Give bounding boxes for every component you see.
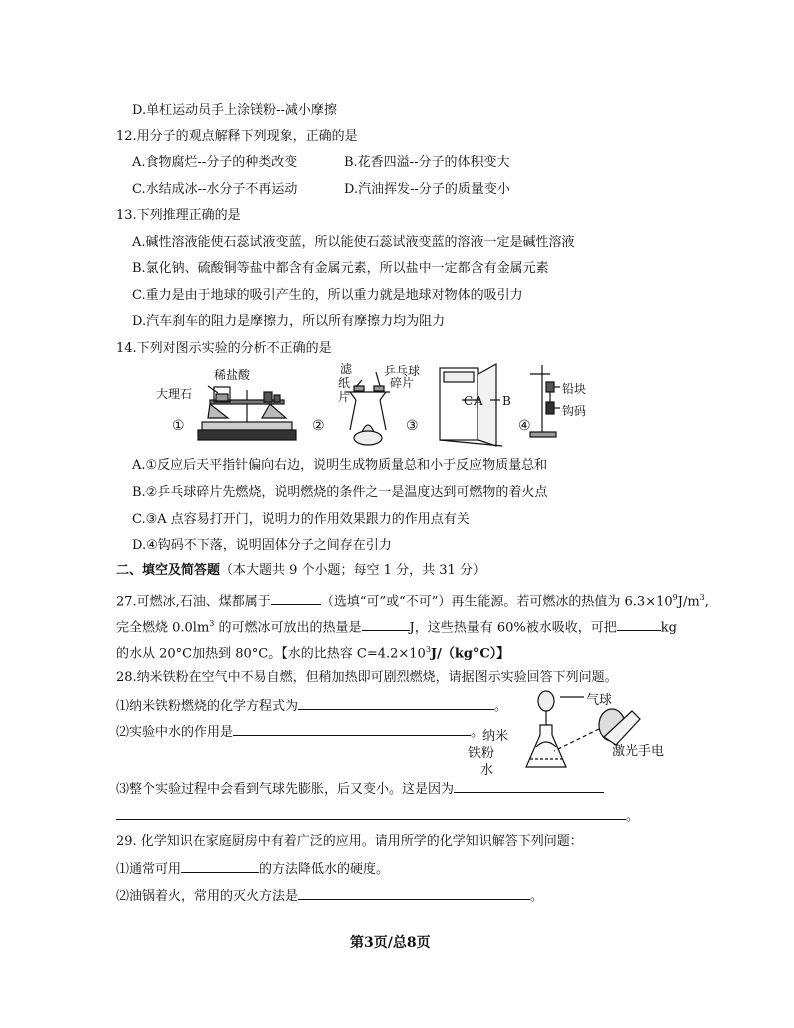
q28-figure: [468, 685, 674, 780]
q28-part-3-cont: [116, 807, 639, 825]
section2-heading: [116, 563, 486, 579]
q28-part-2: [116, 723, 484, 741]
q12-option-b: B.花香四溢--分子的体积变大: [344, 155, 510, 170]
q13-option-c: C.重力是由于地球的吸引产生的，所以重力就是地球对物体的吸引力: [132, 288, 523, 303]
q13-stem: 13.下列推理正确的是: [116, 208, 241, 223]
q27-text-1d: ,: [704, 594, 709, 610]
q14-option-c: C.③A 点容易打开门，说明力的作用效果跟力的作用点有关: [132, 512, 470, 527]
q27-text-2a: 完全燃烧 0.0lm: [116, 620, 210, 636]
q27-text-1b: （选填“可”或“不可”）再生能源。若可燃冰的热值为 6.3×10: [320, 594, 673, 610]
lead-label: 铅块: [562, 382, 587, 396]
q14-figure-label-2: ②: [312, 418, 325, 434]
q29-text-2-end: 。: [530, 889, 544, 904]
q14-figure-label-1: ①: [172, 418, 185, 434]
q13-option-a: A.碱性溶液能使石蕊试液变蓝，所以能使石蕊试液变蓝的溶液一定是碱性溶液: [132, 235, 575, 250]
q27-blank-2[interactable]: [362, 618, 410, 631]
pingpong-label-1: 乒乓球: [384, 364, 421, 378]
q27-text-1a: 27.可燃冰,石油、煤都属于: [116, 594, 271, 610]
q28-blank-1[interactable]: [298, 697, 494, 710]
q28-text-2: ⑵实验中水的作用是: [116, 725, 234, 740]
q28-stem: 28.纳米铁粉在空气中不易自燃，但稍加热即可剧烈燃烧，请据图示实验回答下列问题。: [116, 670, 618, 685]
q29-text-1b: 的方法降低水的硬度。: [259, 862, 390, 877]
q28-part-1: [116, 697, 507, 715]
q29-blank-1[interactable]: [181, 860, 259, 873]
q14-stem: 14.下列对图示实验的分析不正确的是: [116, 341, 332, 356]
q14-figure-label-4: ④: [518, 418, 531, 434]
q28-blank-3a[interactable]: [454, 780, 604, 793]
q27-text-1c: J/m: [677, 594, 700, 610]
q29-stem: 29. 化学知识在家庭厨房中有着广泛的应用。请用所学的化学知识解答下列问题：: [116, 834, 583, 849]
q27-sup-2: 3: [699, 593, 705, 602]
filter-label-1: 滤: [340, 362, 353, 376]
q14-option-d: D.④钩码不下落，说明固体分子之间存在引力: [132, 538, 392, 553]
filter-label-2: 纸: [338, 376, 351, 390]
q27-line2: [116, 616, 677, 636]
nano-label-1: 纳米: [482, 729, 509, 744]
q13-option-d: D.汽车刹车的阻力是摩擦力，所以所有摩擦力均为阻力: [132, 314, 446, 329]
q12-option-c: C.水结成冰--水分子不再运动: [132, 182, 298, 197]
section2-desc: （本大题共 9 个小题；每空 1 分，共 31 分）: [220, 563, 486, 578]
filter-label-3: 片: [338, 390, 351, 404]
laser-label: 激光手电: [612, 744, 665, 759]
q27-sup-4: 3: [425, 645, 431, 654]
balloon-label: 气球: [586, 693, 613, 708]
q14-option-a: A.①反应后天平指针偏向右边，说明生成物质量总和小于反应物质量总和: [132, 458, 548, 473]
q29-text-2: ⑵油锅着火，常用的灭火方法是: [116, 889, 299, 904]
page-footer: 第3页/总8页: [350, 935, 431, 951]
q28-text-3-end: 。: [626, 809, 640, 824]
pingpong-label-2: 碎片: [390, 376, 415, 390]
q27-text-3b: J/（kg°C）】: [430, 646, 510, 662]
q14-figure: [150, 360, 587, 455]
q13-option-b: B.氯化钠、硫酸铜等盐中都含有金属元素，所以盐中一定都含有金属元素: [132, 261, 549, 276]
weight-label: 钩码: [562, 404, 587, 418]
door-point-c: C: [464, 394, 474, 408]
q12-stem: 12.用分子的观点解释下列现象，正确的是: [116, 129, 358, 144]
q14-figure-label-3: ③: [406, 418, 419, 434]
q27-text-2b: 的可燃冰可放出的热量是: [214, 620, 362, 636]
q28-part-3: [116, 780, 604, 798]
q14-option-b: B.②乒乓球碎片先燃烧，说明燃烧的条件之一是温度达到可燃物的着火点: [132, 485, 548, 500]
q28-text-3: ⑶整个实验过程中会看到气球先膨胀，后又变小。这是因为: [116, 782, 455, 797]
q11-option-d: D.单杠运动员手上涂镁粉--减小摩擦: [132, 103, 337, 118]
door-point-b: B: [502, 394, 511, 408]
q28-text-1-end: 。: [494, 699, 508, 714]
q27-blank-3[interactable]: [617, 618, 661, 631]
water-label: 水: [480, 763, 494, 778]
q27-line3: [116, 642, 509, 662]
q27-sup-1: 9: [672, 593, 678, 602]
q27-text-2d: kg: [660, 620, 677, 636]
q29-part-1: [116, 860, 389, 878]
q27-text-3a: 的水从 20°C加热到 80°C。【水的比热容 C=4.2×10: [116, 646, 426, 662]
q12-option-a: A.食物腐烂--分子的种类改变: [132, 155, 298, 170]
hcl-label: 稀盐酸: [214, 368, 251, 382]
q28-text-1: ⑴纳米铁粉燃烧的化学方程式为: [116, 699, 299, 714]
nano-label-2: 铁粉: [468, 746, 495, 761]
q27-text-2c: J，这些热量有 60%被水吸收，可把: [409, 620, 617, 636]
q28-text-2-end: 。: [471, 725, 485, 740]
marble-label: 大理石: [156, 387, 193, 401]
door-point-a: A: [474, 394, 483, 408]
q28-blank-3b[interactable]: [116, 807, 626, 820]
section2-title: 二、填空及简答题: [116, 563, 221, 578]
q27-sup-3: 3: [209, 619, 215, 628]
q27-blank-1[interactable]: [271, 592, 321, 605]
q29-part-2: [116, 887, 543, 905]
q29-blank-2[interactable]: [298, 887, 530, 900]
q29-text-1a: ⑴通常可用: [116, 862, 182, 877]
q27-line1: [116, 590, 709, 610]
q28-blank-2[interactable]: [233, 723, 471, 736]
q12-option-d: D.汽油挥发--分子的质量变小: [344, 182, 510, 197]
